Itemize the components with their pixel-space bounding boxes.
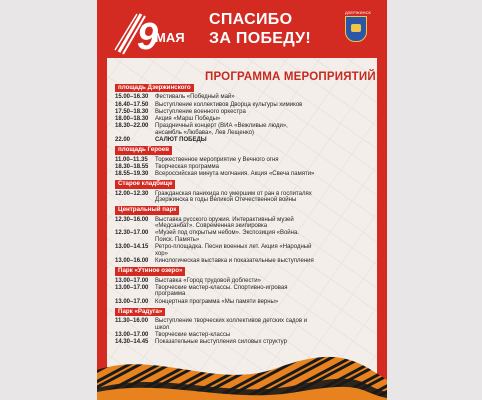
event-title: Концертная программа «Мы памяти верны»	[155, 298, 279, 305]
city-emblem	[345, 10, 371, 42]
venue-badge: Старое кладбище	[115, 180, 175, 188]
program-title: ПРОГРАММА МЕРОПРИЯТИЙ	[205, 71, 376, 83]
slogan-line-2: ЗА ПОБЕДУ!	[209, 30, 312, 47]
event-row	[115, 299, 315, 306]
event-title: Торжественное мероприятие у Вечного огня	[155, 156, 279, 163]
event-row	[115, 123, 315, 136]
event-title: Творческая программа	[155, 163, 219, 170]
emblem-caption: ДЗЕРЖИНСК	[345, 10, 371, 15]
event-row	[115, 244, 315, 257]
event-time: 13.00–17.00	[115, 284, 149, 291]
venue-badge: Парк «Радуга»	[115, 308, 165, 316]
event-title: Выступление военного оркестра	[155, 108, 246, 115]
event-title: Фестиваль «Победный май»	[155, 94, 235, 101]
event-row	[115, 157, 315, 164]
event-title: Выступление творческих коллективов детских садов и школ	[155, 318, 308, 331]
event-title: Творческие мастер-классы	[155, 331, 231, 338]
event-row	[115, 102, 315, 109]
event-title: Кинологическая выставка и показательные выступления	[155, 258, 314, 265]
logo-word: МАЯ	[155, 30, 185, 45]
event-row	[115, 171, 315, 178]
event-time: 12.30–16.00	[115, 216, 149, 223]
event-title: Ретро-площадка. Песни военных лет. Акция «Народный хор»	[155, 244, 312, 257]
event-row	[115, 109, 315, 116]
event-time: 11.30–16.00	[115, 318, 149, 325]
event-row	[115, 137, 315, 144]
event-time: 13.00–17.00	[115, 331, 149, 338]
event-time: 18.30–18.55	[115, 163, 149, 170]
event-time: 16.40–17.50	[115, 101, 149, 108]
event-title: Выставка русского оружия. Интерактивный музей «Медсанбат». Современная экипировка	[155, 216, 294, 230]
event-time: 15.00–16.30	[115, 94, 149, 101]
venue-badge: площадь Героев	[115, 146, 172, 154]
may-9-logo	[111, 10, 191, 58]
poster	[97, 0, 387, 400]
event-row	[115, 164, 315, 171]
logo-number: 9	[137, 16, 157, 58]
event-title: Акция «Марш Победы»	[155, 115, 221, 122]
event-row	[115, 191, 315, 204]
event-title: Гражданская панихида по умершим от ран в госпиталях Дзержинска в годы Великой Отечественной войны	[155, 190, 312, 204]
event-title: САЛЮТ ПОБЕДЫ	[155, 136, 207, 143]
program-list	[115, 82, 315, 346]
venue-badge: Центральный парк	[115, 206, 179, 214]
event-title: Выставка «Город трудовой доблести»	[155, 277, 261, 284]
event-title: Творческие мастер-классы. Спортивно-игровая программа	[155, 284, 288, 298]
event-time: 13.00–16.00	[115, 258, 149, 265]
event-title: Выступление коллективов Дворца культуры химиков	[155, 101, 303, 108]
event-time: 13.00–17.00	[115, 298, 149, 305]
event-time: 18.00–18.30	[115, 115, 149, 122]
event-row	[115, 258, 315, 265]
shield-icon	[345, 16, 367, 42]
event-title: «Музей под открытым небом». Экспозиция «Война. Поиск. Память»	[155, 230, 299, 244]
slogan	[209, 10, 311, 48]
slogan-line-1: СПАСИБО	[209, 11, 293, 28]
event-time: 12.30–17.00	[115, 230, 149, 237]
event-time: 13.00–17.00	[115, 277, 149, 284]
event-time: 17.50–18.30	[115, 108, 149, 115]
event-row	[115, 116, 315, 123]
st-george-ribbon	[97, 330, 387, 400]
event-time: 18.30–22.00	[115, 123, 149, 130]
event-time: 11.00–11.35	[115, 156, 148, 163]
event-row	[115, 285, 315, 298]
event-time: 14.30–14.45	[115, 339, 149, 346]
event-row	[115, 217, 315, 230]
event-time: 22.00	[115, 136, 131, 143]
event-title: Всероссийская минута молчания. Акция «Свеча памяти»	[155, 170, 315, 177]
event-row	[115, 230, 315, 243]
event-title: Праздничный концерт (ВИА «Вежливые люди», ансамбль «Любава», Лев Лещенко)	[155, 123, 288, 136]
event-time: 13.00–14.15	[115, 244, 149, 251]
event-time: 12.00–12.30	[115, 190, 149, 197]
event-row	[115, 278, 315, 285]
venue-badge: площадь Дзержинского	[115, 84, 194, 92]
venue-badge: Парк «Утиное озеро»	[115, 267, 185, 275]
event-time: 18.55–19.30	[115, 170, 149, 177]
event-title: Показательные выступления силовых структур	[155, 339, 287, 346]
event-row	[115, 94, 315, 101]
